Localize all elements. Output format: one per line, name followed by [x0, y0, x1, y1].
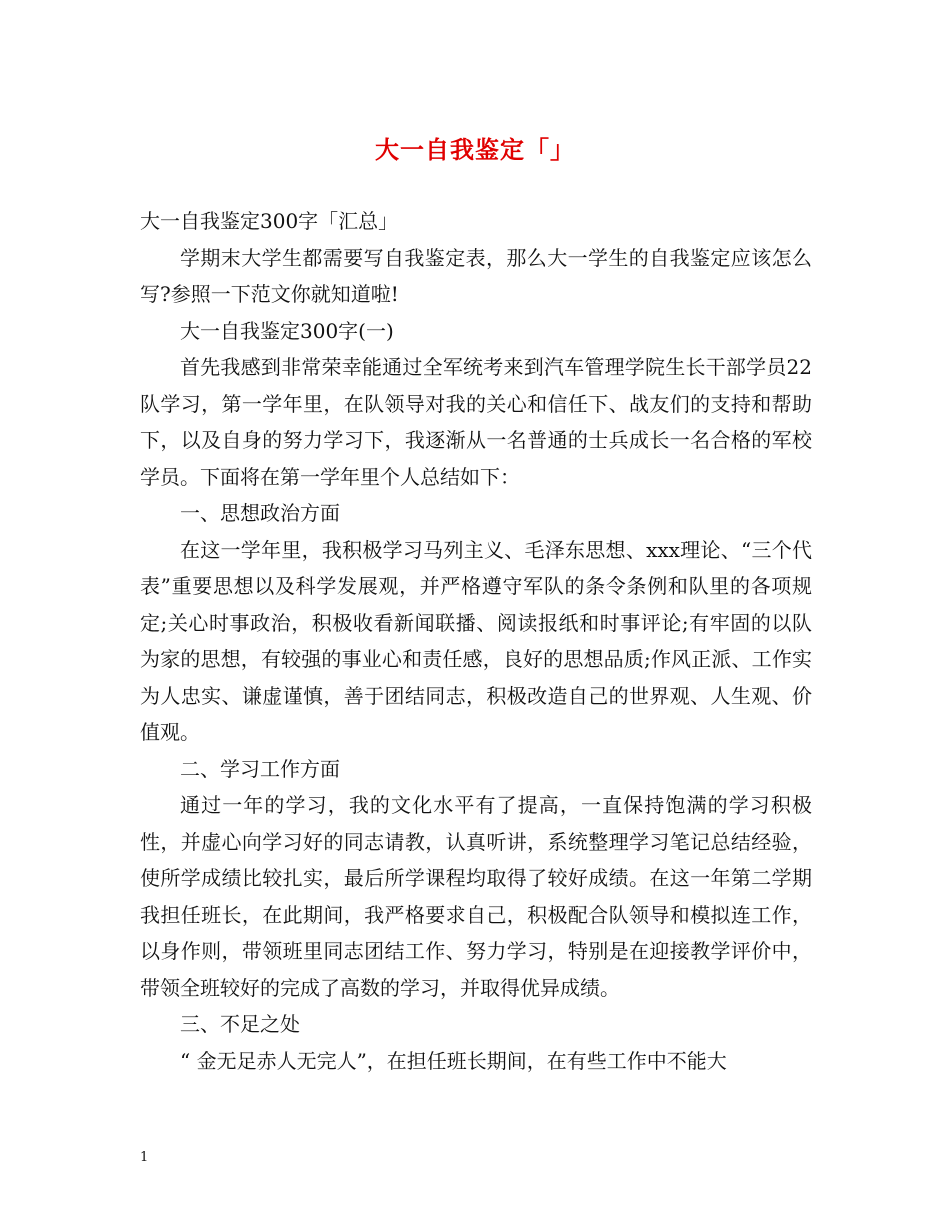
body-paragraph: “ 金无足赤人无完人”，在担任班长期间，在有些工作中不能大 [180, 1048, 727, 1073]
body-paragraph: 在这一学年里，我积极学习马列主义、毛泽东思想、xxx理论、“三个代表”重要思想以及科学发展观，并严格遵守军队的条令条例和队里的各项规定;关心时事政治，积极收看新闻联播、阅读报纸和时事评论;有牢固的以队为家的思想，有较强的事业心和责任感，良好的思想品质;作风正派、工作实为人忠实、谦虚谨慎，善于团结同志，积极改造自己的世界观、人生观、价值观。 [140, 537, 812, 744]
section-heading: 大一自我鉴定300字(一) [180, 318, 394, 343]
body-paragraph: 通过一年的学习，我的文化水平有了提高，一直保持饱满的学习积极性，并虚心向学习好的同志请教，认真听讲，系统整理学习笔记总结经验，使所学成绩比较扎实，最后所学课程均取得了较好成绩。在这一年第二学期我担任班长，在此期间，我严格要求自己，积极配合队领导和模拟连工作，以身作则，带领班里同志团结工作、努力学习，特别是在迎接教学评价中，带领全班较好的完成了高数的学习，并取得优异成绩。 [140, 793, 812, 1000]
section-heading: 三、不足之处 [180, 1012, 300, 1036]
intro-paragraph: 学期末大学生都需要写自我鉴定表，那么大一学生的自我鉴定应该怎么写?参照一下范文你就知道啦! [140, 245, 812, 306]
section-heading: 一、思想政治方面 [180, 501, 340, 525]
body-paragraph: 首先我感到非常荣幸能通过全军统考来到汽车管理学院生长干部学员22队学习，第一学年里，在队领导对我的关心和信任下、战友们的支持和帮助下，以及自身的努力学习下，我逐渐从一名普通的士兵成长一名合格的军校学员。下面将在第一学年里个人总结如下： [140, 355, 812, 489]
document-body [140, 203, 812, 1079]
page-number: 1 [140, 1150, 149, 1165]
document-title: 大一自我鉴定「」 [375, 135, 575, 164]
subtitle-paragraph: 大一自我鉴定300字「汇总」 [140, 209, 399, 233]
section-heading: 二、学习工作方面 [180, 756, 340, 781]
